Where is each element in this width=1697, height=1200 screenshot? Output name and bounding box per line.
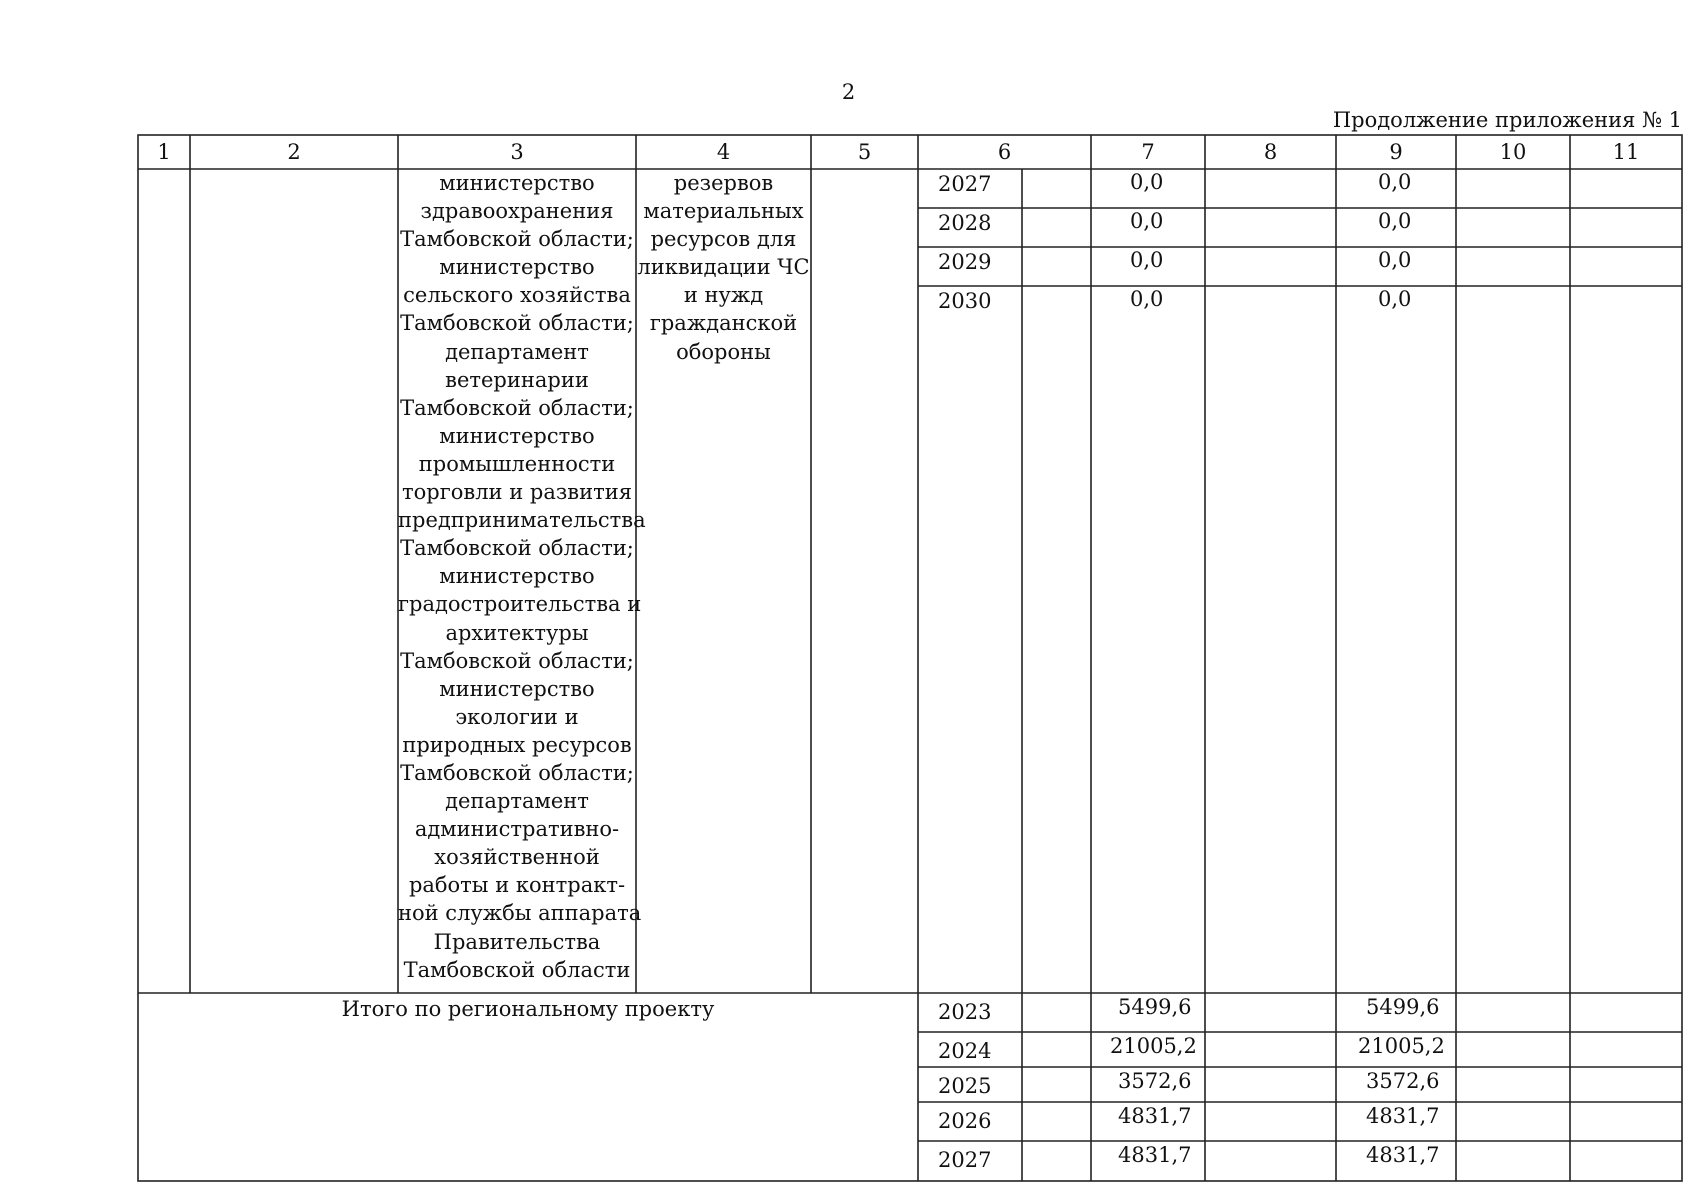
- executor-line: предпринимательства: [398, 508, 646, 533]
- header-col-6: 6: [997, 140, 1012, 164]
- total-col9-2024: 21005,2: [1358, 1034, 1445, 1058]
- executor-line: министерство: [439, 171, 595, 195]
- executor-line: работы и контракт-: [408, 873, 626, 898]
- header-col-5: 5: [857, 140, 872, 164]
- header-col-10: 10: [1499, 140, 1527, 164]
- budget-table: [138, 135, 1682, 1181]
- executor-line: архитектуры: [445, 620, 589, 645]
- header-col-7: 7: [1141, 140, 1155, 164]
- executor-line: Тамбовской области: [403, 957, 631, 982]
- executor-line: здравоохранения: [420, 199, 614, 224]
- header-col-3: 3: [510, 140, 524, 164]
- total-col9-2026: 4831,7: [1366, 1104, 1440, 1128]
- upper-col7-2029: 0,0: [1130, 248, 1164, 272]
- executors-cell: [398, 169, 646, 984]
- executor-line: административно-: [414, 817, 620, 842]
- executor-line: Правительства: [433, 929, 601, 954]
- upper-year-2028: 2028: [938, 211, 992, 235]
- executor-line: департамент: [445, 789, 589, 814]
- executor-line: министерство: [439, 423, 595, 448]
- header-col-4: 4: [716, 140, 731, 164]
- total-label: Итого по региональному проекту: [341, 997, 715, 1021]
- upper-col9-2027: 0,0: [1378, 170, 1412, 194]
- total-col7-2024: 21005,2: [1110, 1034, 1197, 1058]
- executor-line: Тамбовской области;: [400, 227, 634, 252]
- executor-line: Тамбовской области;: [400, 760, 634, 785]
- executor-line: градостроительства и: [398, 592, 642, 617]
- executor-line: хозяйственной: [434, 845, 600, 870]
- total-year-2027: 2027: [938, 1148, 992, 1172]
- executor-line: торговли и развития: [402, 480, 632, 505]
- purpose-line: гражданской: [649, 311, 798, 336]
- executor-line: министерство: [439, 564, 595, 589]
- executor-line: департамент: [445, 339, 589, 364]
- upper-col9-2029: 0,0: [1378, 248, 1412, 272]
- executor-line: ветеринарии: [445, 367, 589, 392]
- executor-line: ной службы аппарата: [398, 901, 642, 926]
- purpose-line: материальных: [643, 199, 804, 224]
- table-grid: [138, 135, 1682, 1181]
- executor-line: экологии и: [455, 704, 579, 729]
- executor-line: Тамбовской области;: [400, 648, 634, 673]
- upper-col9-2030: 0,0: [1378, 287, 1412, 311]
- total-col9-2023: 5499,6: [1366, 995, 1440, 1019]
- total-col9-2025: 3572,6: [1366, 1069, 1440, 1093]
- header-col-1: 1: [157, 140, 171, 164]
- executor-line: Тамбовской области;: [400, 311, 634, 336]
- total-year-2024: 2024: [938, 1039, 992, 1063]
- executor-line: промышленности: [418, 451, 616, 476]
- purpose-line: обороны: [676, 339, 771, 364]
- header-col-9: 9: [1389, 140, 1403, 164]
- executor-line: министерство: [439, 255, 595, 280]
- upper-col7-2027: 0,0: [1130, 170, 1164, 194]
- total-col7-2025: 3572,6: [1118, 1069, 1192, 1093]
- page-number: 2: [841, 80, 856, 104]
- purpose-line: ресурсов для: [650, 227, 797, 252]
- purpose-line: ликвидации ЧС: [637, 255, 810, 280]
- total-col7-2026: 4831,7: [1118, 1104, 1192, 1128]
- purpose-line: резервов: [673, 171, 774, 195]
- header-col-2: 2: [287, 140, 301, 164]
- executor-line: министерство: [439, 676, 595, 701]
- total-year-2026: 2026: [938, 1109, 992, 1133]
- upper-col9-2028: 0,0: [1378, 209, 1412, 233]
- header-col-11: 11: [1612, 140, 1640, 164]
- upper-col7-2030: 0,0: [1130, 287, 1164, 311]
- total-year-2023: 2023: [938, 1000, 992, 1024]
- purpose-line: и нужд: [683, 283, 764, 308]
- executor-line: сельского хозяйства: [403, 283, 631, 308]
- total-col7-2023: 5499,6: [1118, 995, 1192, 1019]
- upper-col7-2028: 0,0: [1130, 209, 1164, 233]
- upper-year-2030: 2030: [938, 289, 992, 313]
- total-col7-2027: 4831,7: [1118, 1143, 1192, 1167]
- upper-year-2029: 2029: [938, 250, 992, 274]
- purpose-cell: [636, 169, 811, 366]
- total-col9-2027: 4831,7: [1366, 1143, 1440, 1167]
- upper-year-2027: 2027: [938, 172, 992, 196]
- executor-line: Тамбовской области;: [400, 536, 634, 561]
- executor-line: природных ресурсов: [402, 732, 632, 757]
- total-year-2025: 2025: [938, 1074, 992, 1098]
- executor-line: Тамбовской области;: [400, 395, 634, 420]
- header-col-8: 8: [1263, 140, 1278, 164]
- continuation-caption: Продолжение приложения № 1: [1332, 108, 1682, 132]
